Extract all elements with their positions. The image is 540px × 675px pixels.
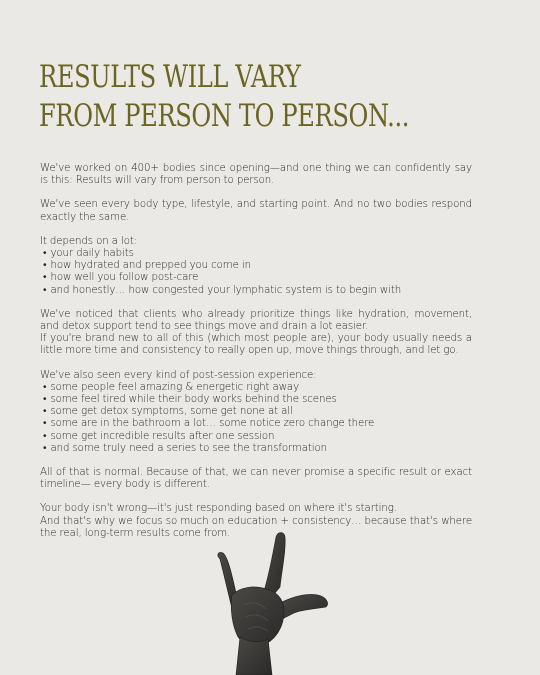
gloved-hand-rock-sign-icon (200, 525, 340, 675)
closing-paragraph: And that's why we focus so much on education + consistency… because that's where the real, long-term results come from. (40, 515, 472, 539)
experience-lead: We've also seen every kind of post-session experience: (40, 369, 317, 381)
noticed-paragraph: We've noticed that clients who already prioritize things like hydration, movement, and detox support tend to see things move and drain a lot easier. (40, 308, 472, 333)
normal-paragraph: All of that is normal. Because of that, we can never promise a specific result or exact timeline— every body is different. (40, 467, 472, 491)
seen-paragraph: We've seen every body type, lifestyle, and starting point. And no two bodies respond exactly the same. (40, 199, 472, 223)
list-item: • some get incredible results after one session (40, 431, 472, 443)
depends-lead: It depends on a lot: (40, 235, 138, 247)
list-item: • some people feel amazing & energetic right away (40, 382, 472, 394)
brand-new-paragraph: If you're brand new to all of this (which most people are), your body usually needs a little more time and consistency to really open up, move things through, and let go. (40, 333, 472, 357)
list-item: • some feel tired while their body works behind the scenes (40, 394, 472, 406)
list-item: • and honestly… how congested your lymphatic system is to begin with (40, 285, 472, 297)
headline-line-1: RESULTS WILL VARY (39, 59, 301, 95)
depends-list (40, 248, 472, 297)
not-wrong-paragraph: Your body isn't wrong—it's just responding based on where it's starting. (40, 503, 397, 515)
list-item: • your daily habits (40, 248, 472, 260)
list-item: • some get detox symptoms, some get none at all (40, 406, 472, 418)
list-item: • how well you follow post-care (40, 272, 472, 284)
intro-paragraph: We've worked on 400+ bodies since opening—and one thing we can confidently say is this: Results will vary from person to person. (40, 163, 472, 187)
list-item: • some are in the bathroom a lot… some notice zero change there (40, 418, 472, 430)
list-item: • and some truly need a series to see the transformation (40, 443, 472, 455)
article-body (40, 163, 472, 552)
list-item: • how hydrated and prepped you come in (40, 260, 472, 272)
headline-line-2: FROM PERSON TO PERSON... (39, 98, 410, 134)
experience-list (40, 382, 472, 455)
page-title (39, 58, 410, 136)
